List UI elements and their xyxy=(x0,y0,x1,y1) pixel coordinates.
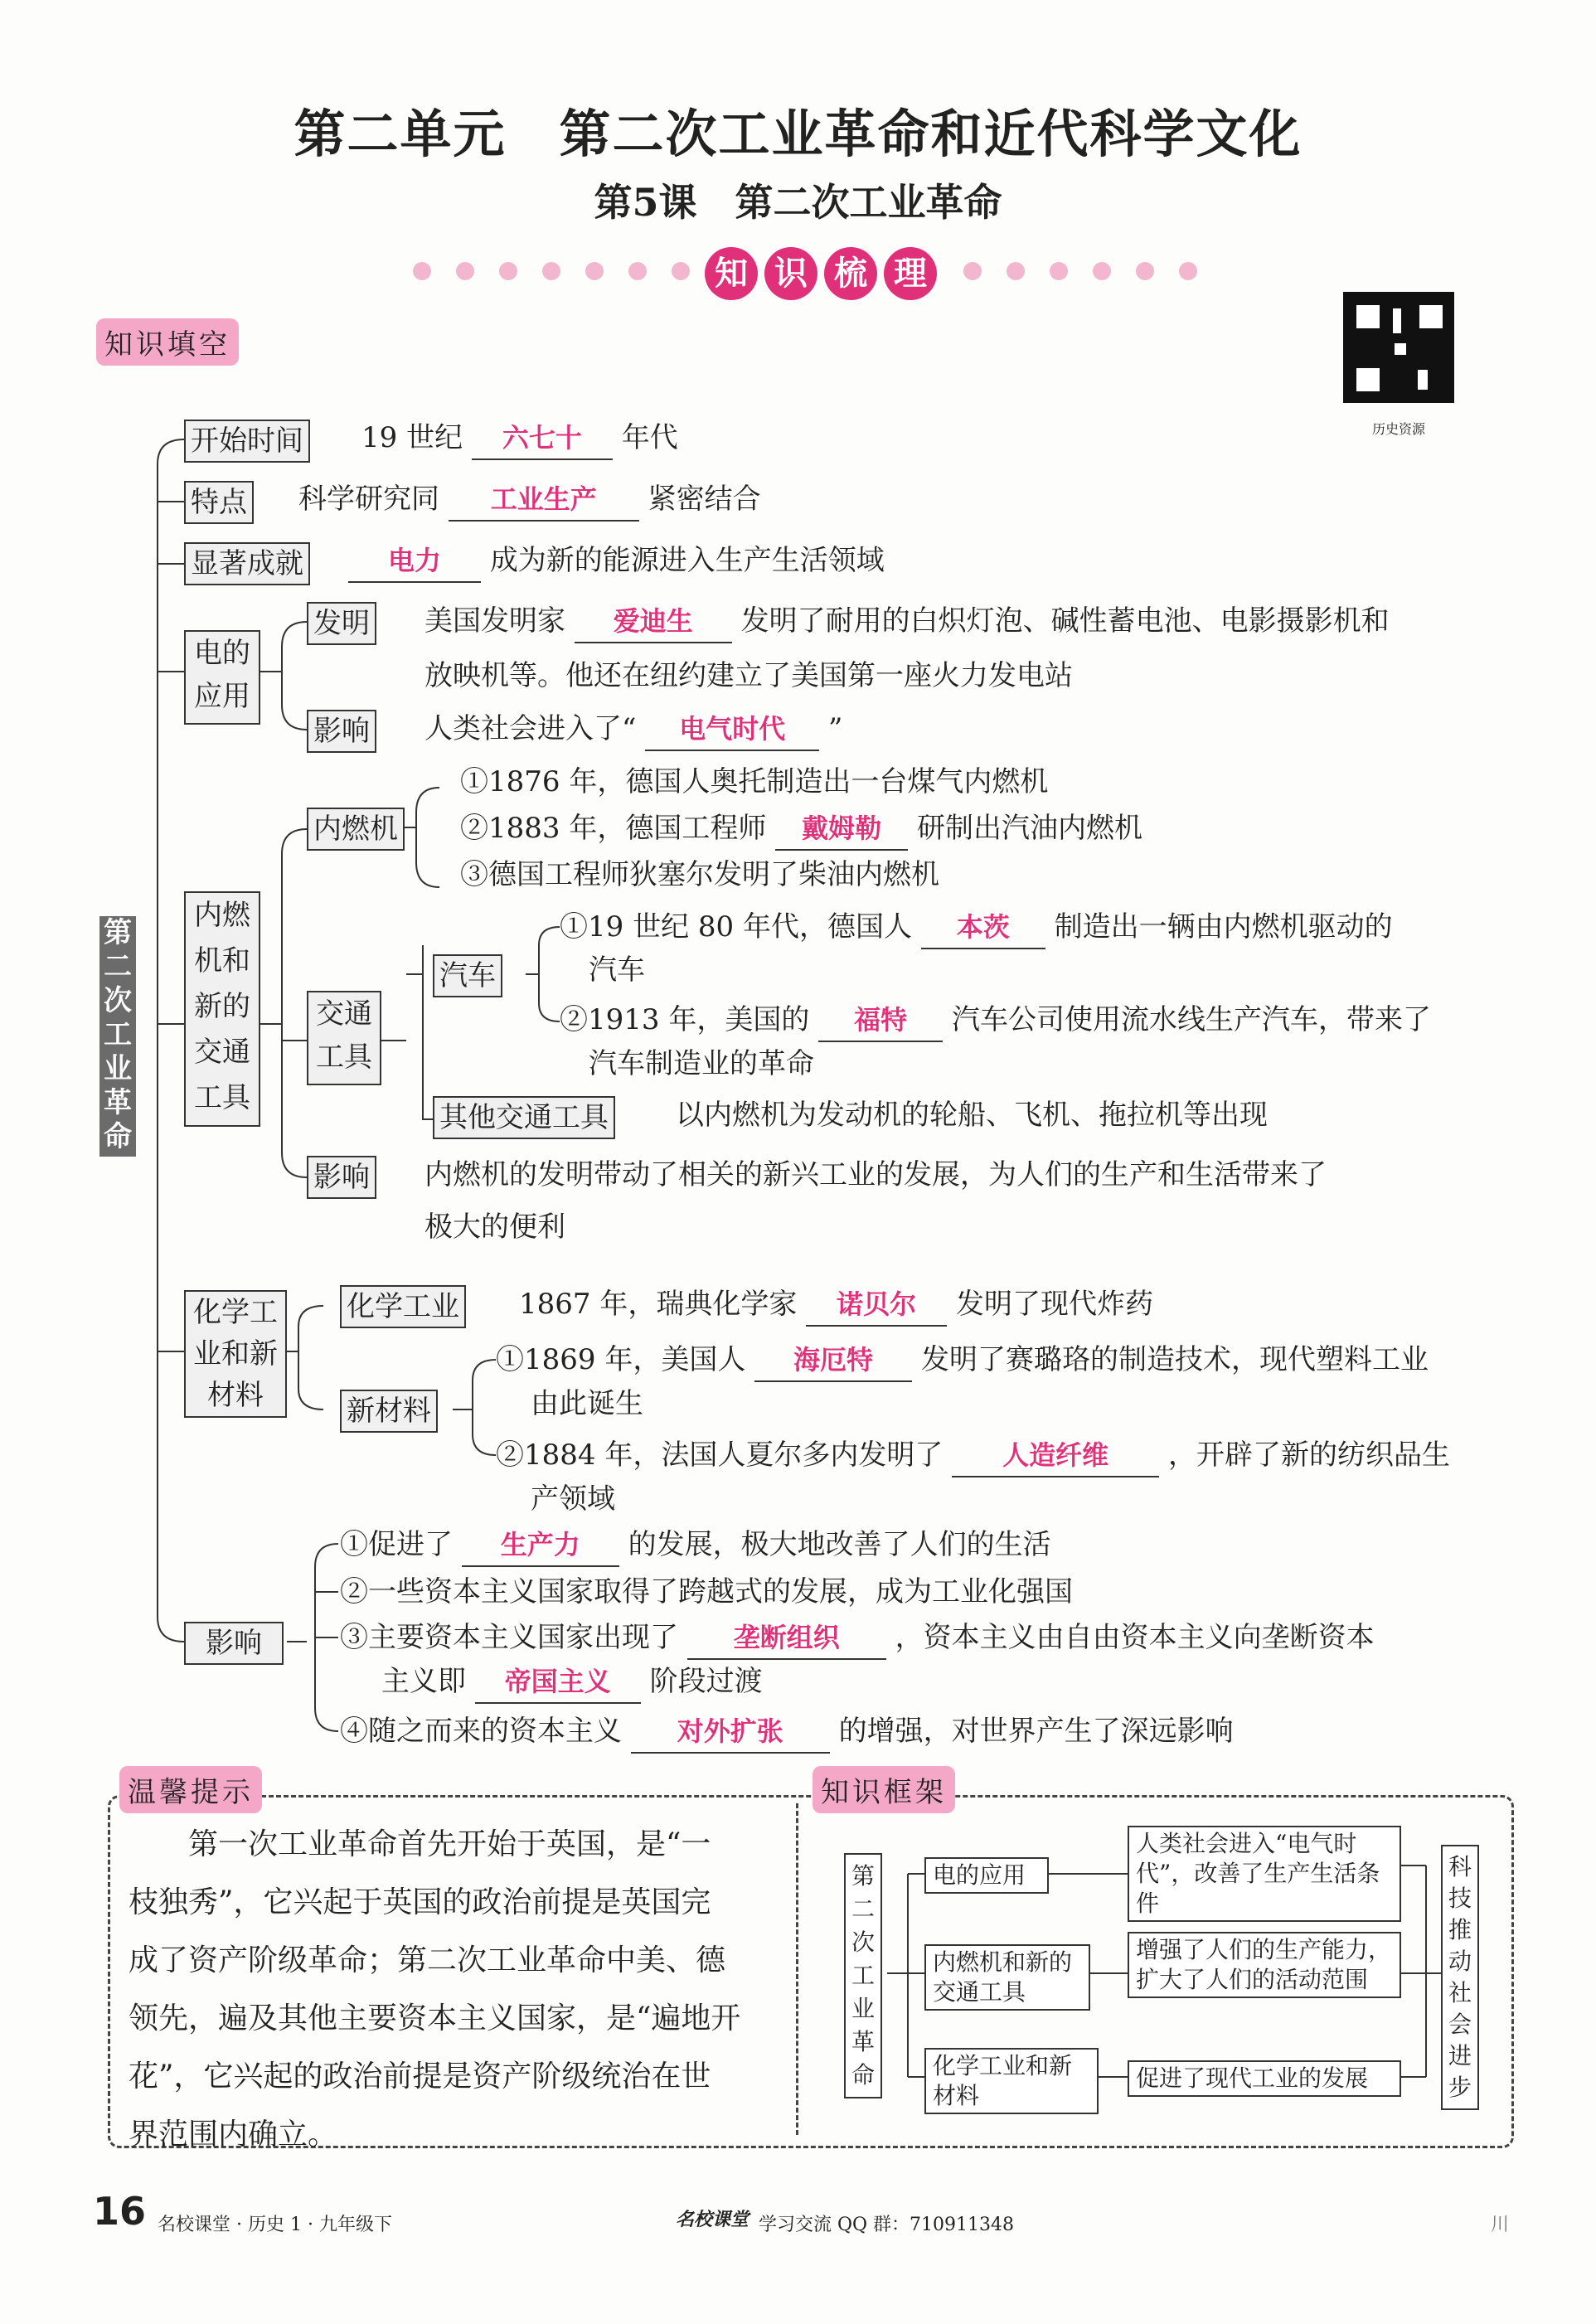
qr-caption: 历史资源 xyxy=(1371,421,1425,437)
row-ice-1: ①1876 年，德国人奥托制造出一台煤气内燃机 xyxy=(460,765,1049,798)
fw-item-electricity: 电的应用 xyxy=(924,1857,1049,1894)
fw-conclusion: 科技推动社会进步 xyxy=(1441,1845,1479,2110)
tip-line: 第一次工业革命首先开始于英国，是“一 xyxy=(129,1827,711,1861)
row-chem-industry: 1867 年，瑞典化学家 诺贝尔 发明了现代炸药 xyxy=(519,1283,1153,1327)
tag-tips: 温馨提示 xyxy=(119,1766,262,1813)
row-car-1b: 汽车 xyxy=(589,953,645,987)
row-mat-1: ①1869 年，美国人 海厄特 发明了赛璐珞的制造技术，现代塑料工业 xyxy=(496,1339,1429,1382)
fw-result-electricity: 人类社会进入“电气时代”，改善了生产生活条件 xyxy=(1128,1826,1401,1922)
row-mat-2: ②1884 年，法国人夏尔多内发明了 人造纤维 ，开辟了新的纺织品生 xyxy=(496,1434,1450,1477)
fw-item-engine: 内燃机和新的交通工具 xyxy=(924,1944,1090,2011)
label-engine-impact: 影响 xyxy=(307,1156,376,1199)
label-impact: 影响 xyxy=(184,1622,284,1665)
row-impact-2: ②一些资本主义国家取得了跨越式的发展，成为工业化强国 xyxy=(340,1575,1073,1608)
tip-line: 成了资产阶级革命；第二次工业革命中美、德 xyxy=(129,1943,726,1977)
unit-title: 第二单元 第二次工业革命和近代科学文化 xyxy=(293,104,1303,164)
blank-benz[interactable]: 本茨 xyxy=(921,906,1045,949)
row-achievement: 电力 成为新的能源进入生产生活领域 xyxy=(348,540,885,583)
row-start: 19 世纪 六七十 年代 xyxy=(361,417,678,460)
label-transport: 交通工具 xyxy=(307,991,381,1085)
row-invention-2: 放映机等。他还在纽约建立了美国第一座火力发电站 xyxy=(424,659,1073,692)
row-car-2: ②1913 年，美国的 福特 汽车公司使用流水线生产汽车，带来了 xyxy=(560,999,1431,1042)
row-ice-3: ③德国工程师狄塞尔发明了柴油内燃机 xyxy=(460,858,939,891)
row-invention: 美国发明家 爱迪生 发明了耐用的白炽灯泡、碱性蓄电池、电影摄影机和 xyxy=(424,600,1390,643)
blank-feature[interactable]: 工业生产 xyxy=(449,478,639,522)
section-char: 理 xyxy=(884,247,937,300)
blank-achievement[interactable]: 电力 xyxy=(348,540,481,583)
row-mat-2b: 产领域 xyxy=(531,1482,615,1516)
label-start-time: 开始时间 xyxy=(184,420,310,463)
row-ice-2: ②1883 年，德国工程师 戴姆勒 研制出汽油内燃机 xyxy=(460,808,1142,851)
row-engine-impact-2: 极大的便利 xyxy=(424,1211,565,1244)
label-chem: 化学工业和新材料 xyxy=(184,1290,287,1418)
blank-imperialism[interactable]: 帝国主义 xyxy=(475,1661,641,1704)
footer-book: 名校课堂 · 历史 1 · 九年级下 xyxy=(158,2215,392,2235)
row-other-transport: 以内燃机为发动机的轮船、飞机、拖拉机等出现 xyxy=(676,1099,1268,1132)
label-ice: 内燃机 xyxy=(307,808,405,851)
tip-line: 花”，它兴起的政治前提是资产阶级统治在世 xyxy=(129,2060,711,2094)
row-mat-1b: 由此诞生 xyxy=(531,1387,643,1420)
lesson-title: 第5课 第二次工业革命 xyxy=(594,180,1002,225)
label-chem-industry: 化学工业 xyxy=(340,1285,466,1328)
row-engine-impact: 内燃机的发明带动了相关的新兴工业的发展，为人们的生产和生活带来了 xyxy=(424,1158,1327,1191)
label-elec-impact: 影响 xyxy=(307,710,376,753)
label-engine: 内燃机和新的交通工具 xyxy=(184,891,260,1127)
tag-fill-blank: 知识填空 xyxy=(96,318,239,366)
section-char: 识 xyxy=(764,247,817,300)
label-new-material: 新材料 xyxy=(340,1390,438,1433)
row-impact-4: ④随之而来的资本主义 对外扩张 的增强，对世界产生了深远影响 xyxy=(340,1710,1234,1754)
blank-artificial-fiber[interactable]: 人造纤维 xyxy=(952,1434,1159,1477)
footer-region: 川 xyxy=(1491,2215,1510,2235)
blank-hyatt[interactable]: 海厄特 xyxy=(754,1339,912,1382)
tip-line: 枝独秀”，它兴起于英国的政治前提是英国完 xyxy=(129,1885,711,1919)
tag-framework: 知识框架 xyxy=(813,1766,955,1813)
label-invention: 发明 xyxy=(307,602,376,645)
blank-productivity[interactable]: 生产力 xyxy=(462,1524,619,1567)
row-impact-1: ①促进了 生产力 的发展，极大地改善了人们的生活 xyxy=(340,1524,1051,1567)
page-number: 16 xyxy=(93,2189,147,2234)
label-feature: 特点 xyxy=(184,481,254,524)
blank-inventor[interactable]: 爱迪生 xyxy=(575,600,732,643)
blank-expansion[interactable]: 对外扩张 xyxy=(631,1710,830,1754)
blank-ford[interactable]: 福特 xyxy=(818,999,943,1042)
label-other-transport: 其他交通工具 xyxy=(433,1096,615,1139)
blank-nobel[interactable]: 诺贝尔 xyxy=(806,1283,947,1327)
label-car: 汽车 xyxy=(433,954,502,997)
tip-line: 界范围内确立。 xyxy=(129,2118,338,2152)
row-impact-3: ③主要资本主义国家出现了 垄断组织 ，资本主义由自由资本主义向垄断资本 xyxy=(340,1617,1375,1660)
blank-daimler[interactable]: 戴姆勒 xyxy=(775,808,908,851)
footer-logo: 名校课堂 xyxy=(676,2209,749,2230)
row-impact-3b: 主义即 帝国主义 阶段过渡 xyxy=(381,1661,763,1704)
side-label: 第二次工业革命 xyxy=(99,916,136,1157)
blank-elec-age[interactable]: 电气时代 xyxy=(645,708,819,751)
footer-qq: 学习交流 QQ 群：710911348 xyxy=(759,2215,1015,2235)
fw-root: 第二次工业革命 xyxy=(844,1853,882,2098)
section-char: 梳 xyxy=(824,247,877,300)
blank-monopoly[interactable]: 垄断组织 xyxy=(687,1617,886,1660)
label-electricity: 电的应用 xyxy=(184,630,260,725)
row-elec-impact: 人类社会进入了“ 电气时代 ” xyxy=(424,708,842,751)
label-achievement: 显著成就 xyxy=(184,542,310,585)
row-feature: 科学研究同 工业生产 紧密结合 xyxy=(298,478,761,522)
tip-line: 领先，遍及其他主要资本主义国家，是“遍地开 xyxy=(129,2001,741,2035)
section-char: 知 xyxy=(705,247,758,300)
row-car-1: ①19 世纪 80 年代，德国人 本茨 制造出一辆由内燃机驱动的 xyxy=(560,906,1393,949)
fw-item-chem: 化学工业和新材料 xyxy=(924,2048,1099,2114)
blank-start[interactable]: 六七十 xyxy=(472,417,613,460)
fw-result-chem: 促进了现代工业的发展 xyxy=(1128,2060,1401,2097)
row-car-2b: 汽车制造业的革命 xyxy=(589,1047,814,1080)
fw-result-engine: 增强了人们的生产能力，扩大了人们的活动范围 xyxy=(1128,1932,1401,1998)
